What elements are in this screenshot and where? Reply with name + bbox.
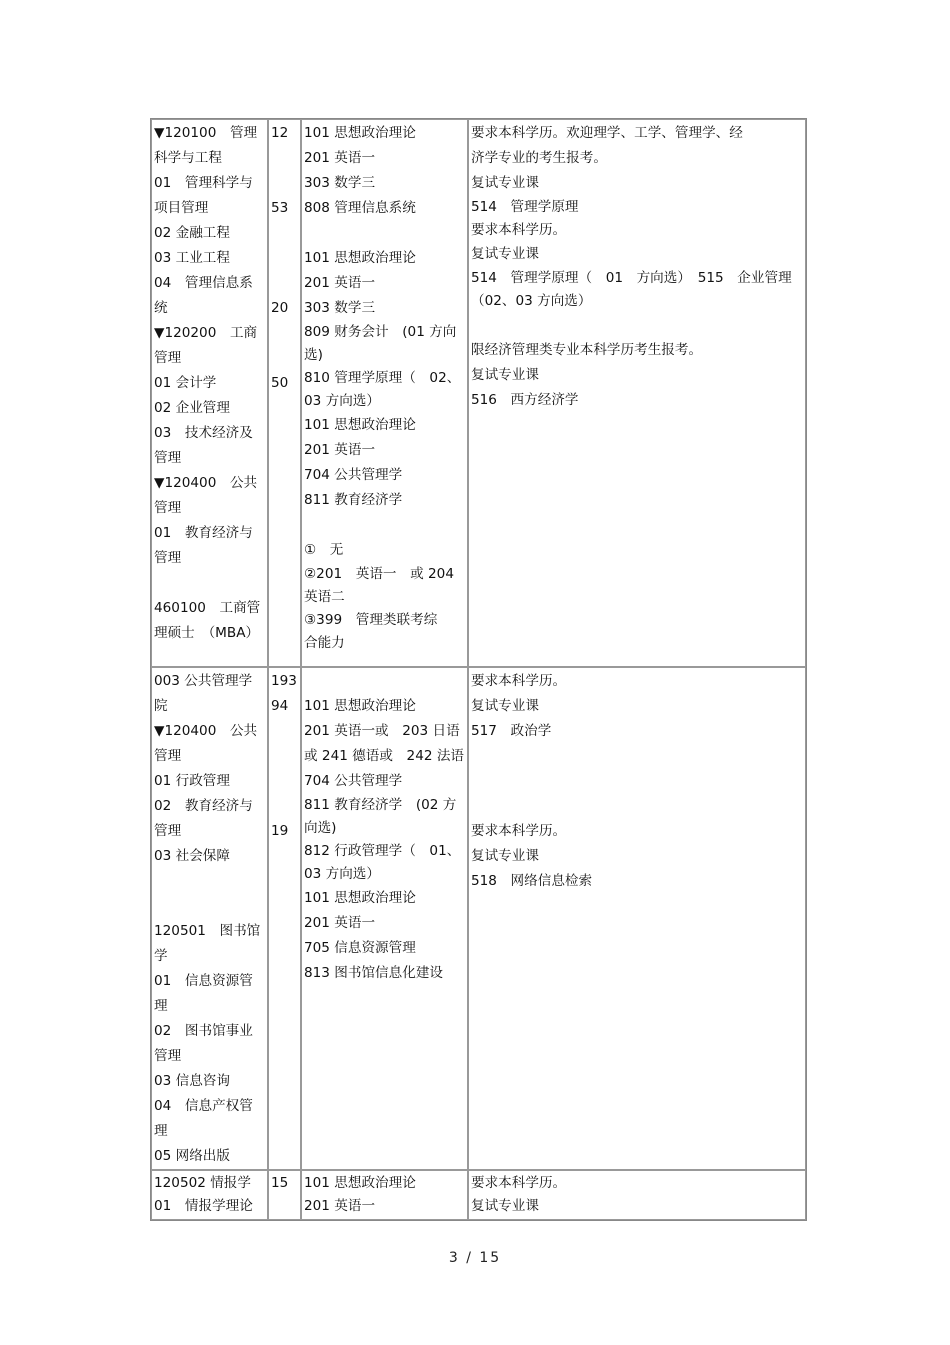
- subject-line: 704 公共管理学: [304, 773, 403, 789]
- major-line: 01 管理科学与: [154, 175, 253, 191]
- major-line: 科学与工程: [154, 150, 222, 166]
- subject-line: ②201 英语一 或 204: [304, 566, 454, 582]
- subject-line: 808 管理信息系统: [304, 200, 416, 216]
- note-line: 复试专业课: [471, 698, 539, 714]
- table-row: [151, 667, 806, 1170]
- quota-cell: [268, 1170, 301, 1220]
- major-line: 理硕士 （MBA）: [154, 625, 260, 641]
- exam-subjects-cell: [301, 667, 468, 1170]
- note-line: 复试专业课: [471, 848, 539, 864]
- quota-value: 15: [271, 1175, 289, 1191]
- exam-subjects-cell: [301, 1170, 468, 1220]
- notes-cell: [468, 119, 806, 667]
- major-line: 02 金融工程: [154, 225, 230, 241]
- spacer: [154, 571, 266, 596]
- major-line: 02 图书馆事业: [154, 1023, 253, 1039]
- subject-line: 201 英语一: [304, 915, 376, 931]
- major-line: 003 公共管理学: [154, 673, 253, 689]
- note-line: （02、03 方向选）: [471, 293, 592, 309]
- quota-value: 193: [271, 673, 297, 689]
- major-cell: [151, 119, 268, 667]
- note-line: 要求本科学历。: [471, 823, 567, 839]
- major-line: ▼120400 公共: [154, 723, 258, 739]
- subject-line: ① 无: [304, 542, 344, 558]
- major-line: 03 社会保障: [154, 848, 230, 864]
- major-line: 理: [154, 1123, 168, 1139]
- subject-line: 812 行政管理学（ 01、: [304, 843, 461, 859]
- subject-line: 201 英语一: [304, 275, 376, 291]
- subject-line: 704 公共管理学: [304, 467, 403, 483]
- major-line: 03 信息咨询: [154, 1073, 230, 1089]
- quota-value: 94: [271, 698, 289, 714]
- major-line: 管理: [154, 748, 182, 764]
- subject-line: 811 教育经济学 (02 方: [304, 797, 457, 813]
- major-line: 120501 图书馆: [154, 923, 261, 939]
- major-cell: [151, 1170, 268, 1220]
- note-line: 限经济管理类专业本科学历考生报考。: [471, 342, 703, 358]
- spacer: [471, 794, 804, 819]
- subject-line: 811 教育经济学: [304, 492, 403, 508]
- admissions-table: [150, 118, 807, 1221]
- subject-line: 101 思想政治理论: [304, 250, 416, 266]
- major-line: 05 网络出版: [154, 1148, 230, 1164]
- major-line: 03 工业工程: [154, 250, 230, 266]
- note-line: 514 管理学原理（ 01 方向选） 515 企业管理: [471, 270, 792, 286]
- spacer: [154, 894, 266, 919]
- subject-line: 或 241 德语或 242 法语: [304, 748, 465, 764]
- subject-line: 101 思想政治理论: [304, 698, 416, 714]
- major-line: 03 技术经济及: [154, 425, 253, 441]
- quota-value: 50: [271, 375, 289, 391]
- subject-line: 810 管理学原理（ 02、: [304, 370, 461, 386]
- major-line: 04 信息产权管: [154, 1098, 253, 1114]
- page-separator: /: [466, 1250, 473, 1266]
- major-line: 01 会计学: [154, 375, 217, 391]
- subject-line: 201 英语一: [304, 1198, 376, 1214]
- major-line: 02 企业管理: [154, 400, 230, 416]
- note-line: 516 西方经济学: [471, 392, 579, 408]
- subject-line: 101 思想政治理论: [304, 890, 416, 906]
- note-line: 复试专业课: [471, 175, 539, 191]
- subject-line: 向选): [304, 820, 337, 836]
- major-line: 01 情报学理论: [154, 1198, 253, 1214]
- note-line: 济学专业的考生报考。: [471, 150, 607, 166]
- subject-line: 03 方向选）: [304, 393, 380, 409]
- major-line: ▼120200 工商: [154, 325, 258, 341]
- spacer: [471, 769, 804, 794]
- quota-cell: [268, 667, 301, 1170]
- subject-line: 03 方向选）: [304, 866, 380, 882]
- subject-line: 101 思想政治理论: [304, 125, 416, 141]
- major-line: 管理: [154, 500, 182, 516]
- subject-line: 选): [304, 347, 323, 363]
- note-line: 要求本科学历。: [471, 222, 567, 238]
- subject-line: 合能力: [304, 635, 345, 651]
- major-line: 项目管理: [154, 200, 209, 216]
- page-number: [0, 1250, 950, 1266]
- quota-cell: [268, 119, 301, 667]
- major-line: 04 管理信息系: [154, 275, 253, 291]
- subject-line: 英语二: [304, 589, 345, 605]
- major-line: 院: [154, 698, 168, 714]
- major-line: 统: [154, 300, 168, 316]
- spacer: [304, 513, 466, 538]
- major-line: 02 教育经济与: [154, 798, 253, 814]
- subject-line: 303 数学三: [304, 300, 376, 316]
- spacer: [471, 313, 804, 338]
- major-line: ▼120400 公共: [154, 475, 258, 491]
- note-line: 要求本科学历。: [471, 1175, 567, 1191]
- table-row: [151, 1170, 806, 1220]
- notes-cell: [468, 667, 806, 1170]
- total-pages: 15: [479, 1250, 502, 1266]
- major-cell: [151, 667, 268, 1170]
- subject-line: ③399 管理类联考综: [304, 612, 438, 628]
- major-line: 理: [154, 998, 168, 1014]
- note-line: 复试专业课: [471, 367, 539, 383]
- major-line: 管理: [154, 823, 182, 839]
- spacer: [154, 869, 266, 894]
- note-line: 518 网络信息检索: [471, 873, 593, 889]
- note-line: 要求本科学历。: [471, 673, 567, 689]
- notes-cell: [468, 1170, 806, 1220]
- major-line: 管理: [154, 1048, 182, 1064]
- major-line: 120502 情报学: [154, 1175, 251, 1191]
- exam-subjects-cell: [301, 119, 468, 667]
- major-line: ▼120100 管理: [154, 125, 258, 141]
- subject-line: 101 思想政治理论: [304, 417, 416, 433]
- current-page: 3: [448, 1250, 460, 1266]
- note-line: 复试专业课: [471, 1198, 539, 1214]
- subject-line: 201 英语一或 203 日语: [304, 723, 460, 739]
- table-row: [151, 119, 806, 667]
- quota-value: 20: [271, 300, 289, 316]
- subject-line: 809 财务会计 (01 方向: [304, 324, 457, 340]
- subject-line: 201 英语一: [304, 150, 376, 166]
- spacer: [304, 669, 466, 694]
- major-line: 管理: [154, 350, 182, 366]
- quota-value: 53: [271, 200, 289, 216]
- major-line: 管理: [154, 450, 182, 466]
- major-line: 学: [154, 948, 168, 964]
- subject-line: 201 英语一: [304, 442, 376, 458]
- major-line: 管理: [154, 550, 182, 566]
- subject-line: 303 数学三: [304, 175, 376, 191]
- note-line: 复试专业课: [471, 246, 539, 262]
- subject-line: 813 图书馆信息化建设: [304, 965, 444, 981]
- spacer: [304, 221, 466, 246]
- subject-line: 101 思想政治理论: [304, 1175, 416, 1191]
- subject-line: 705 信息资源管理: [304, 940, 416, 956]
- major-line: 01 行政管理: [154, 773, 230, 789]
- major-line: 01 信息资源管: [154, 973, 253, 989]
- quota-value: 19: [271, 823, 289, 839]
- quota-value: 12: [271, 125, 289, 141]
- note-line: 517 政治学: [471, 723, 552, 739]
- spacer: [471, 744, 804, 769]
- major-line: 01 教育经济与: [154, 525, 253, 541]
- note-line: 要求本科学历。欢迎理学、工学、管理学、经: [471, 125, 743, 141]
- major-line: 460100 工商管: [154, 600, 261, 616]
- note-line: 514 管理学原理: [471, 199, 579, 215]
